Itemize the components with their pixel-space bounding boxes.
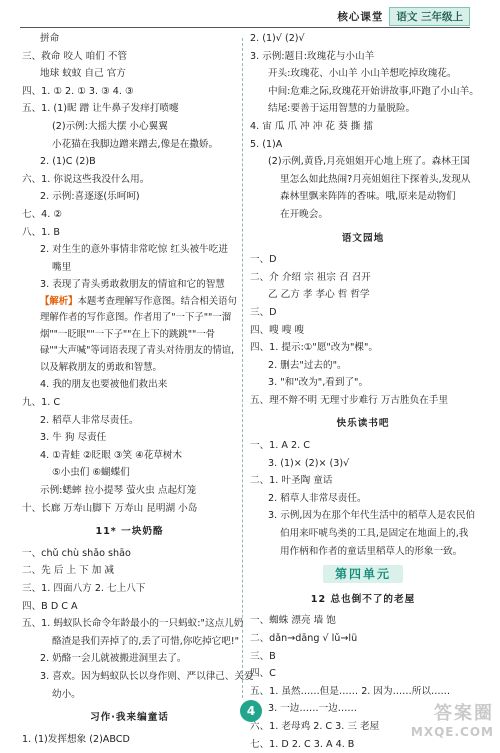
header-title: 核心课堂 [337, 10, 384, 23]
answer-line: 用作柄和作者的童话里稻草人的形象一致。 [280, 545, 463, 557]
answer-line: 3. 表现了青头勇敢救朋友的情谊和它的智慧 [40, 279, 225, 291]
answer-line: 幼小。 [52, 688, 81, 700]
answer-line: 五、1. (1)昵 蹭 让牛鼻子发痒打喷嚏 [22, 103, 179, 115]
answer-line: 伯用来吓唬鸟类的工具,是固定在地面上的,我 [280, 528, 469, 540]
answer-line: 八、1. B [22, 226, 60, 238]
answer-line: 一、chǔ chù shǎo shāo [22, 547, 131, 559]
answer-line: 示例:蟋蟀 拉小提琴 萤火虫 点起灯笼 [40, 484, 197, 496]
lesson-11-answers [22, 545, 254, 703]
answer-line: 2. 删去"过去的"。 [268, 359, 347, 371]
answer-line: 一、蜘蛛 漂亮 墙 饱 [250, 615, 336, 627]
answer-line: 拼命 [40, 33, 60, 44]
answer-line: (2)示例,黄昏,月亮姐姐开心地上班了。森林王国 [268, 156, 470, 168]
answer-line: 2. 奶酪一会儿就被搬进洞里去了。 [40, 653, 187, 665]
answer-line: 嘴里 [52, 261, 72, 273]
answer-line: 5. (1)A [250, 138, 283, 150]
answer-line: 二、1. 叶圣陶 童话 [250, 475, 333, 487]
answer-line: 二、先 后 上 下 加 减 [22, 565, 114, 577]
answer-line: 3. 牛 狗 尽责任 [40, 432, 107, 444]
analysis-label: 【解析】 [40, 295, 78, 307]
answer-line: 里怎么如此热闹?月亮姐姐往下探着头,发现从 [280, 173, 471, 185]
answer-line: 2. 示例:喜逐逐(乐呵呵) [40, 191, 140, 203]
answer-line: 二、介 介绍 宗 祖宗 召 召开 [250, 271, 371, 283]
unit-banner [250, 566, 476, 585]
watermark-text: 答案圈 [434, 703, 494, 724]
answer-line: 在开晚会。 [280, 208, 328, 220]
reading-section-title: 快乐读书吧 [336, 418, 390, 430]
unit-label: 第四单元 [323, 565, 403, 583]
page-number: 4 [240, 700, 262, 722]
answer-line: 2. 对生生的意外事情非常吃惊 红头被牛吃进 [40, 244, 228, 256]
answer-line: 1. (1)发挥想象 (2)ABCD [22, 733, 130, 745]
answer-line: 三、1. 四面八方 2. 七上八下 [22, 582, 146, 594]
header-bar [337, 8, 470, 24]
answer-line: 四、B D C A [22, 600, 78, 612]
answer-line: 2. (1)√ (2)√ [250, 33, 305, 44]
answer-line: 四、嗖 嗖 嗖 [250, 324, 305, 336]
answer-line: 二、dǎn→dāng √ lǔ→lü [250, 633, 358, 644]
answers-block-right-top [250, 30, 479, 224]
answer-line: 3. 示例:题目:玫瑰花与小山羊 [250, 50, 375, 62]
answer-line: 2. (1)C (2)B [40, 156, 96, 168]
answer-line: 3. 一边……一边…… [268, 703, 357, 715]
answer-line: 四、C [250, 668, 276, 680]
lesson-12-title: 12 总也倒不了的老屋 [310, 593, 416, 605]
answer-line: 乙 乙方 孝 孝心 哲 哲学 [268, 289, 370, 301]
answer-line: 六、1. 老母鸡 2. C 3. 三 老屋 [250, 720, 380, 732]
page-header [0, 0, 500, 28]
answer-line: 五、1. 蚂蚁队长命令年龄最小的一只蚂蚁:"这点儿奶 [22, 618, 244, 630]
answer-line: 四、1. ① 2. ① 3. ③ 4. ③ [22, 85, 134, 97]
answer-line: 三、救命 咬人 咱们 不管 [22, 50, 128, 62]
answer-line: 小花猫在我脚边蹭来蹭去,像是在撒娇。 [52, 138, 219, 150]
writing-section-title: 习作·我来编童话 [90, 712, 169, 724]
answer-line: 结尾:要善于运用智慧的力量脱险。 [268, 103, 416, 115]
right-column [250, 30, 479, 753]
lesson-11-title: 11* 一块奶酪 [95, 526, 164, 538]
answer-line: (2)示例:大摇大摆 小心翼翼 [52, 120, 168, 132]
answer-line: 酪渣是我们弄掉了的,丢了可惜,你吃掉它吧!" [52, 635, 240, 647]
header-rule [20, 27, 470, 28]
answer-line: 五、1. 虽然……但是…… 2. 因为……所以…… [250, 685, 451, 697]
answer-line: 九、1. C [22, 397, 61, 408]
answer-line: 森林里飘来阵阵的香味。哦,原来是动物们 [280, 191, 456, 203]
writing-answers [22, 731, 237, 749]
answer-line: 开头:玫瑰花、小山羊 小山羊想吃掉玫瑰花。 [268, 68, 457, 80]
answer-line: 3. "和"改为",看到了"。 [268, 377, 369, 389]
column-divider [242, 38, 243, 698]
answer-line: 三、B [250, 650, 276, 662]
analysis-note [22, 294, 237, 377]
answer-line: 4. 我的朋友也要被他们救出来 [40, 379, 168, 391]
answer-line: ⑤小虫们 ⑥蝴蝶们 [52, 467, 130, 479]
grade-badge: 语文 三年级上 [389, 7, 470, 26]
answer-line: 3. 示例,因为在那个年代生活中的稻草人是农民伯 [268, 510, 476, 522]
left-column [22, 30, 254, 748]
answer-line: 七、4. ② [22, 208, 62, 220]
answer-line: 七、1. D 2. C 3. A 4. B [250, 738, 355, 750]
answer-line: 中间:危难之际,玫瑰花开始讲故事,吓跑了小山羊。 [268, 85, 479, 97]
answer-line: 十、长廊 万寿山脚下 万寿山 昆明湖 小岛 [22, 502, 198, 514]
answer-line: 一、D [250, 254, 277, 266]
answer-line: 2. 稻草人非常尽责任。 [268, 492, 367, 504]
garden-section-title: 语文园地 [341, 232, 385, 244]
answer-line: 一、1. A 2. C [250, 440, 310, 452]
answer-line: 3. (1)× (2)× (3)√ [268, 457, 350, 469]
answer-line: 六、1. 你说这些我没什么用。 [22, 173, 150, 185]
answer-line: 4. 宙 瓜 爪 冲 冲 花 葵 撕 擂 [250, 120, 373, 132]
answer-line: 四、1. 提示:①"愿"改为"棵"。 [250, 342, 379, 354]
garden-answers [250, 251, 476, 409]
answers-block-bottom [22, 376, 237, 517]
answer-line: 4. ①青蛙 ②眨眼 ③笑 ④花草树木 [40, 449, 183, 461]
answer-line: 地球 蚊蚊 自己 官方 [40, 68, 126, 80]
answer-line: 五、理不辩不明 无理寸步难行 万古胜负在手里 [250, 394, 448, 406]
answer-line: 3. 喜欢。因为蚂蚁队长以身作则、严以律己、关爱 [40, 670, 254, 682]
reading-answers [250, 437, 476, 560]
answer-line: 2. 稻草人非常尽责任。 [40, 414, 139, 426]
watermark-site: MXQE.COM [410, 725, 494, 739]
watermark-logo [411, 699, 494, 739]
answers-block-top [22, 30, 237, 294]
answer-line: 三、D [250, 306, 277, 318]
analysis-text: 本题考查理解写作意图。结合相关语句理解作者的写作意图。作者用了"一下子""一溜烟""一眨眼""一下子""在上下的跳跳""一骨碌""大声喊"等词语表现了青头对待朋友的情谊,以及解救朋友的勇敢和智慧。 [40, 295, 237, 373]
